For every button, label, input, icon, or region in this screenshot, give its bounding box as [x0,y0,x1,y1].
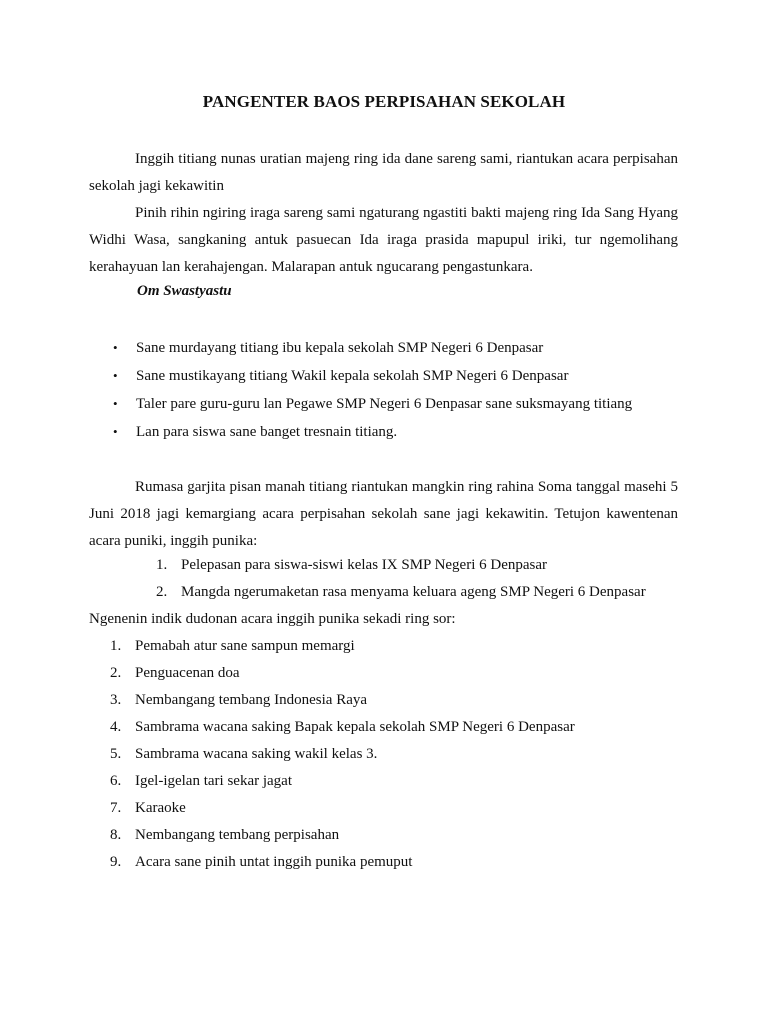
purpose-list [156,552,646,606]
list-number: 5. [110,746,122,762]
list-item-text: Sambrama wacana saking Bapak kepala sekolah SMP Negeri 6 Denpasar [135,719,575,735]
event-paragraph: Rumasa garjita pisan manah titiang riantukan mangkin ring rahina Soma tanggal masehi 5 Juni 2018 jagi kemargiang acara perpisahan sekolah sane jagi kekawitin. Tetujon kawentenan acara puniki, inggih punika: [89,479,678,549]
document-title: PANGENTER BAOS PERPISAHAN SEKOLAH [202,92,566,111]
list-item-text: Acara sane pinih untat inggih punika pemuput [135,854,413,870]
list-number: 1. [156,557,168,573]
list-item-text: Sane murdayang titiang ibu kepala sekolah SMP Negeri 6 Denpasar [136,340,544,356]
list-item-text: Pelepasan para siswa-siswi kelas IX SMP Negeri 6 Denpasar [181,557,548,573]
list-number: 6. [110,773,122,789]
list-number: 9. [110,854,122,870]
list-item [110,687,575,714]
list-item-text: Karaoke [135,800,186,816]
bullet-icon: • [113,424,118,439]
list-item-text: Nembangang tembang Indonesia Raya [135,692,368,708]
list-item [156,579,646,606]
bullet-icon: • [113,396,118,411]
list-item-text: Taler pare guru-guru lan Pegawe SMP Negeri 6 Denpasar sane suksmayang titiang [136,396,633,412]
list-item [110,362,632,390]
addressee-list [110,334,632,446]
list-item-text: Penguacenan doa [135,665,240,681]
list-item [110,334,632,362]
list-item [110,390,632,418]
list-number: 8. [110,827,122,843]
list-item-text: Pemabah atur sane sampun memargi [135,638,355,654]
list-item [110,849,575,876]
list-number: 7. [110,800,122,816]
list-item-text: Nembangang tembang perpisahan [135,827,340,843]
list-number: 2. [156,584,168,600]
agenda-intro: Ngenenin indik dudonan acara inggih punika sekadi ring sor: [89,611,456,627]
list-item [110,714,575,741]
list-item-text: Sambrama wacana saking wakil kelas 3. [135,746,378,762]
agenda-list [110,633,575,876]
list-number: 1. [110,638,122,654]
list-item-text: Igel-igelan tari sekar jagat [135,773,293,789]
list-number: 2. [110,665,122,681]
opening-paragraph: Inggih titiang nunas uratian majeng ring ida dane sareng sami, riantukan acara perpisahan sekolah jagi kekawitin [89,151,678,194]
list-item [110,768,575,795]
list-item [110,418,632,446]
bullet-icon: • [113,340,118,355]
list-item [110,822,575,849]
list-item [110,660,575,687]
list-item-text: Sane mustikayang titiang Wakil kepala sekolah SMP Negeri 6 Denpasar [136,368,569,384]
greeting: Om Swastyastu [137,283,232,299]
prayer-paragraph: Pinih rihin ngiring iraga sareng sami ngaturang ngastiti bakti majeng ring Ida Sang Hyang Widhi Wasa, sangkaning antuk pasuecan Ida iraga prasida mapupul iriki, tur ngemolihang kerahayuan lan kerahajengan. Malarapan antuk ngucarang pengastunkara. [89,205,678,275]
list-item-text: Mangda ngerumaketan rasa menyama keluara ageng SMP Negeri 6 Denpasar [181,584,646,600]
list-item [110,633,575,660]
list-number: 4. [110,719,122,735]
list-number: 3. [110,692,122,708]
list-item [156,552,646,579]
list-item [110,795,575,822]
list-item-text: Lan para siswa sane banget tresnain titiang. [136,424,398,440]
list-item [110,741,575,768]
bullet-icon: • [113,368,118,383]
